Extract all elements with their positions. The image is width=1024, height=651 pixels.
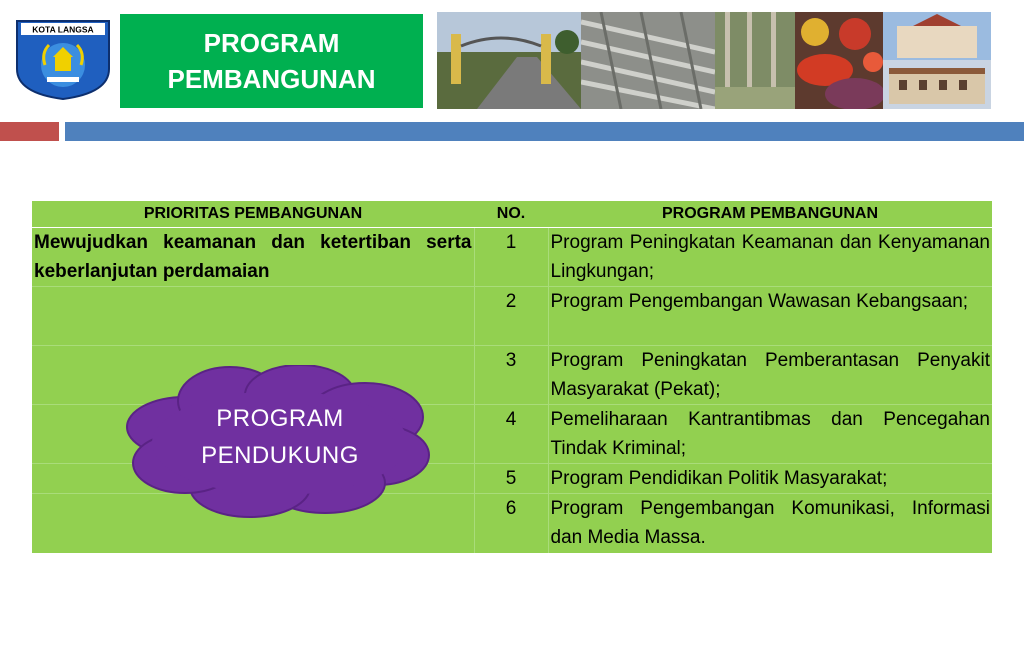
cloud-line-2: PENDUKUNG	[201, 442, 359, 469]
table-header-row	[32, 201, 992, 228]
page-title	[120, 14, 423, 108]
program-cell: Pemeliharaan Kantrantibmas dan Pencegahan Tindak Kriminal;	[548, 405, 992, 464]
row-number: 3	[474, 346, 548, 405]
logo-text: KOTA LANGSA	[32, 24, 94, 35]
photo-strip	[437, 12, 991, 109]
program-cell: Program Peningkatan Pemberantasan Penyakit Masyarakat (Pekat);	[548, 346, 992, 405]
program-cell: Program Pengembangan Wawasan Kebangsaan;	[548, 287, 992, 346]
header-priority: PRIORITAS PEMBANGUNAN	[32, 201, 474, 228]
row-number: 1	[474, 228, 548, 287]
header-no: NO.	[474, 201, 548, 228]
row-number: 4	[474, 405, 548, 464]
table-row	[32, 228, 992, 287]
title-line-1: PROGRAM	[203, 28, 340, 58]
program-cell: Program Pengembangan Komunikasi, Informasi dan Media Massa.	[548, 494, 992, 553]
city-logo	[15, 19, 111, 101]
cloud-label	[125, 400, 435, 474]
photo-plantation	[715, 12, 795, 109]
table-row	[32, 287, 992, 346]
row-number: 5	[474, 464, 548, 494]
title-line-2: PEMBANGUNAN	[167, 64, 376, 94]
program-cell: Program Pendidikan Politik Masyarakat;	[548, 464, 992, 494]
accent-bar-red	[0, 122, 59, 141]
accent-bar-blue	[65, 122, 1024, 141]
empty-priority-cell	[32, 287, 474, 346]
photo-city-gate	[437, 12, 581, 109]
photo-market	[795, 12, 883, 109]
program-cell: Program Peningkatan Keamanan dan Kenyamanan Lingkungan;	[550, 232, 990, 282]
priority-cell: Mewujudkan keamanan dan ketertiban serta keberlanjutan perdamaian	[32, 228, 474, 287]
header-program: PROGRAM PEMBANGUNAN	[548, 201, 992, 228]
photo-buildings	[883, 12, 991, 109]
photo-dried-fish	[581, 12, 715, 109]
row-number: 2	[474, 287, 548, 346]
cloud-line-1: PROGRAM	[216, 405, 344, 432]
row-number: 6	[474, 494, 548, 553]
